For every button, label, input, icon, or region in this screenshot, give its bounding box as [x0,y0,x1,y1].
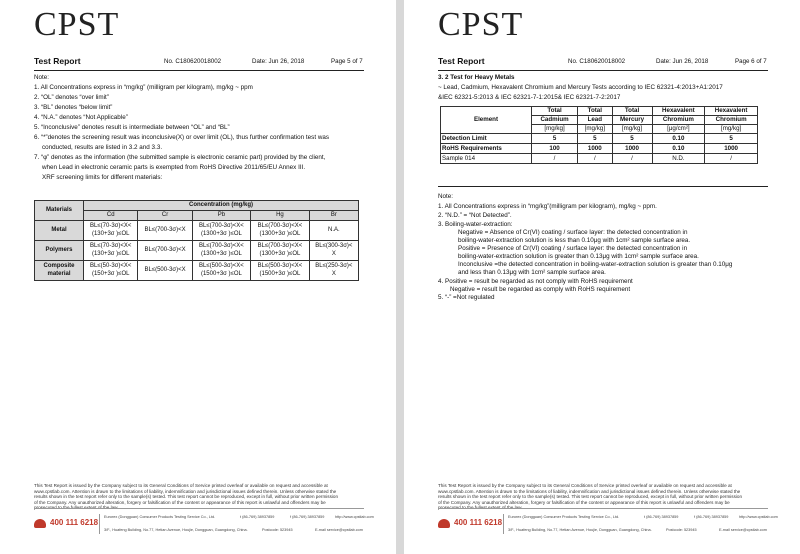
value-cell: 1000 [578,144,612,154]
material-cell: Polymers [35,241,84,261]
email: E-mail service@cpstlab.com [719,528,767,532]
company-name: Eurorex (Dongguan) Consumer Products Testing Service Co., Ltd. [508,515,620,519]
limit-cell: BL≤(250-3σ)< X [309,261,358,281]
note-line: 2. “N.D.” = “Not Detected”. [438,212,512,219]
note-line: 3. “BL” denotes “below limit” [34,104,113,111]
report-number: No. C180620018002 [164,58,222,65]
value-cell: / [612,154,652,164]
value-cell: 5 [578,134,612,144]
col-line1: Total [578,107,612,116]
element-header-hg: Hg [251,211,310,221]
note-line: boiling-water-extraction solution is less than 0.10μg with 1cm² sample surface area. [458,237,691,244]
limit-cell: BL≤(700-3σ)<X [138,241,192,261]
limit-cell: BL≤(70-3σ)<X< (130+3σ )≤OL [84,221,138,241]
value-cell: 5 [612,134,652,144]
value-cell: 100 [532,144,578,154]
col-unit: [mg/kg] [578,125,612,134]
method-line: ~ Lead, Cadmium, Hexavalent Chromium and Mercury Tests according to IEC 62321-4:2013+A1:2017 [438,84,723,91]
hotline-number: 400 111 6218 [50,518,99,527]
xrf-limits-table [34,200,359,281]
value-cell: / [578,154,612,164]
col-line2: Lead [578,116,612,125]
limit-cell: BL≤(50-3σ)<X< (150+3σ )≤OL [84,261,138,281]
note-label: Note: [438,193,454,200]
value-cell: 0.10 [652,134,705,144]
element-header-cd: Cd [84,211,138,221]
report-title: Test Report [438,56,485,66]
fax: f (86-769) 38937859 [290,515,325,519]
note-line: and less than 0.13μg with 1cm² sample surface area. [458,269,606,276]
report-date: Date: Jun 26, 2018 [656,58,709,65]
note-line: Inconclusive =the detected concentration in boiling-water-extraction solution is greater than 0.10μg [458,261,733,268]
row-label: RoHS Requirements [441,144,532,154]
col-unit: [mg/kg] [532,125,578,134]
element-header-br: Br [309,211,358,221]
limit-cell: BL≤(500-3σ)<X [138,261,192,281]
fax: f (86-769) 38937859 [694,515,729,519]
disclaimer: This Test Report is issued by the Company subject to its General Conditions of Service printed overleaf or available on request and accessible at www.cpstlab.com. Attention is drawn to the limitations of liability, indemnification and jurisdictional issues defined therein. Unless otherwise stated the results shown in the test report refer only to the sample(s) tested. This test report cannot be reproduced, except in full, without prior written permission of the Company. Any unauthorized alteration, forgery or falsification of the content or appearance of this report is unlawful and offenders may be prosecuted to the fullest extent of the law. [34,483,339,511]
header-rule [438,70,768,71]
postcode: Postcode: 523945 [666,528,697,532]
note-line: 4. Positive = result be regarded as not comply with RoHS requirement [438,278,633,285]
footer-rule [438,508,768,509]
phone-icon [34,519,46,528]
limit-cell: BL≤(700-3σ)<X< (1300+3σ )≤OL [251,221,310,241]
limit-cell: BL≤(700-3σ)<X [138,221,192,241]
value-cell: 5 [532,134,578,144]
section-rule [438,186,768,187]
col-unit: [mg/kg] [705,125,758,134]
limit-cell: BL≤(500-3σ)<X< (1500+3σ )≤OL [251,261,310,281]
note-line: 3. Boiling-water-extraction: [438,221,513,228]
page-number: Page 6 of 7 [735,58,767,65]
section-title: 3. 2 Test for Heavy Metals [438,74,515,81]
limit-cell: BL≤(500-3σ)<X< (1500+3σ )≤OL [192,261,251,281]
page-number: Page 5 of 7 [331,58,363,65]
header-rule [34,70,364,71]
limit-cell: BL≤(70-3σ)<X< (130+3σ )≤OL [84,241,138,261]
website: http://www.cpstlab.com [739,515,778,519]
note-line: 1. All Concentrations express in “mg/kg” (milligram per kilogram), mg/kg ~ ppm [34,84,253,91]
report-title: Test Report [34,56,81,66]
row-label: Sample 014 [441,154,532,164]
table-row [35,261,359,281]
value-cell: 1000 [612,144,652,154]
concentration-header: Concentration (mg/kg) [84,201,359,211]
col-line1: Hexavalent [705,107,758,116]
col-line2: Cadmium [532,116,578,125]
report-page-6 [404,0,800,554]
cpst-logo: CPST [34,6,120,43]
materials-header: Materials [35,201,84,221]
col-line1: Total [532,107,578,116]
material-cell: Composite material [35,261,84,281]
company-name: Eurorex (Dongguan) Consumer Products Testing Service Co., Ltd. [104,515,216,519]
value-cell: 5 [705,134,758,144]
note-line: 1. All Concentrations express in “mg/kg”(milligram per kilogram), mg/kg ~ ppm. [438,203,657,210]
footer-rule [34,508,364,509]
page-header [438,57,768,69]
table-row [35,221,359,241]
note-line: conducted, results are listed in 3.2 and 3.3. [42,144,163,151]
limit-cell: BL≤(300-3σ)< X [309,241,358,261]
cpst-logo: CPST [438,6,524,43]
value-cell: 1000 [705,144,758,154]
note-line: boiling-water-extraction solution is greater than 0.13μg with 1cm² sample surface area. [458,253,699,260]
table-row [35,241,359,261]
note-line: 5. “Inconclusive” denotes result is intermediate between “OL” and “BL” [34,124,230,131]
footer-divider [503,514,504,534]
note-line: when Lead in electronic ceramic parts is exempted from RoHS Directive 2011/65/EU Annex III. [42,164,306,171]
col-line2: Chromium [652,116,705,125]
limit-cell: BL≤(700-3σ)<X< (1300+3σ )≤OL [192,241,251,261]
note-line: 7. “φ” denotes as the information (the submitted sample is electronic ceramic part) provided by the client, [34,154,326,161]
col-line1: Total [612,107,652,116]
email: E-mail service@cpstlab.com [315,528,363,532]
hotline-number: 400 111 6218 [454,518,503,527]
limit-cell: BL≤(700-3σ)<X< (1300+3σ )≤OL [192,221,251,241]
tel: t (86-769) 38937859 [644,515,679,519]
row-label: Detection Limit [441,134,532,144]
note-line: 5. “-” =Not regulated [438,294,495,301]
address: 3/F., Huafeng Building, No.77, Hetian Avenue, Houjie, Dongguan, Guangdong, China. [104,528,248,532]
report-date: Date: Jun 26, 2018 [252,58,305,65]
note-label: Note: [34,74,50,81]
col-unit: [mg/kg] [612,125,652,134]
value-cell: / [532,154,578,164]
note-line: XRF screening limits for different materials: [42,174,163,181]
limit-cell: BL≤(700-3σ)<X< (1300+3σ )≤OL [251,241,310,261]
col-line1: Hexavalent [652,107,705,116]
table-row [441,144,758,154]
tel: t (86-769) 38937859 [240,515,275,519]
footer-divider [99,514,100,534]
material-cell: Metal [35,221,84,241]
value-cell: N.D. [652,154,705,164]
element-header-pb: Pb [192,211,251,221]
note-line: 2. “OL” denotes “over limit” [34,94,109,101]
postcode: Postcode: 523945 [262,528,293,532]
col-line2: Mercury [612,116,652,125]
disclaimer: This Test Report is issued by the Company subject to its General Conditions of Service printed overleaf or available on request and accessible at www.cpstlab.com. Attention is drawn to the limitations of liability, indemnification and jurisdictional issues defined therein. Unless otherwise stated the results shown in the test report refer only to the sample(s) tested. This test report cannot be reproduced, except in full, without prior written permission of the Company. Any unauthorized alteration, forgery or falsification of the content or appearance of this report is unlawful and offenders may be prosecuted to the fullest extent of the law. [438,483,743,511]
value-cell: 0.10 [652,144,705,154]
website: http://www.cpstlab.com [335,515,374,519]
col-line2: Chromium [705,116,758,125]
method-line: &IEC 62321-5:2013 & IEC 62321-7-1:2015& IEC 62321-7-2:2017 [438,94,621,101]
note-line: Negative = result be regarded as comply with RoHS requirement [450,286,631,293]
table-row [441,134,758,144]
note-line: 4. “N.A.” denotes “Not Applicable” [34,114,128,121]
element-header-cr: Cr [138,211,192,221]
phone-icon [438,519,450,528]
element-header: Element [441,107,532,134]
value-cell: / [705,154,758,164]
note-line: Negative = Absence of Cr(VI) coating / surface layer: the detected concentration in [458,229,688,236]
page-header [34,57,364,69]
report-number: No. C180620018002 [568,58,626,65]
report-page-5 [0,0,396,554]
note-line: Positive = Presence of Cr(VI) coating / surface layer: the detected concentration in [458,245,688,252]
limit-cell: N.A. [309,221,358,241]
heavy-metals-table [440,106,758,164]
address: 3/F., Huafeng Building, No.77, Hetian Avenue, Houjie, Dongguan, Guangdong, China. [508,528,652,532]
col-unit: [μg/cm²] [652,125,705,134]
note-line: 6. “*”denotes the screening result was inconclusive(X) or over limit (OL), thus further confirmation test was [34,134,330,141]
table-row [441,154,758,164]
